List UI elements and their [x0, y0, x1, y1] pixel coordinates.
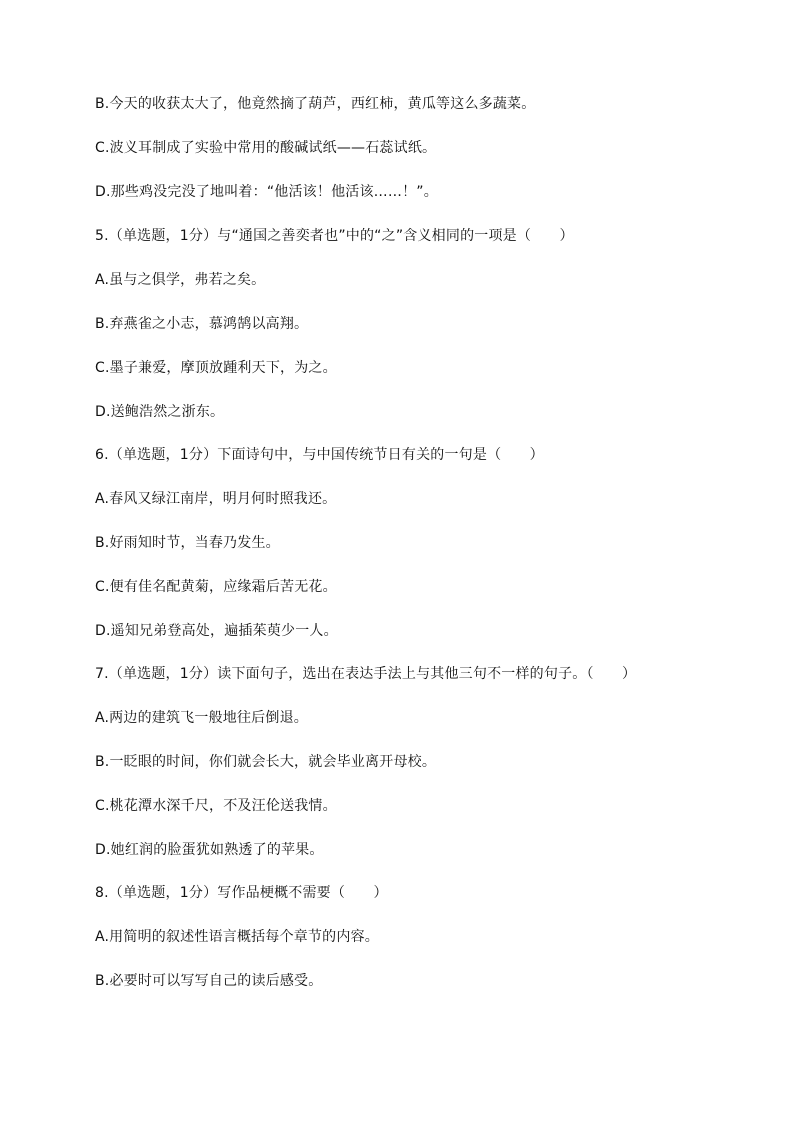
option-6d: D.遥知兄弟登高处，遍插茱萸少一人。: [95, 623, 338, 639]
option-7b: B.一眨眼的时间，你们就会长大，就会毕业离开母校。: [95, 754, 437, 770]
option-4d: D.那些鸡没完没了地叫着：“他活该！他活该……！”。: [95, 184, 438, 200]
question-7: 7.（单选题，1分）读下面句子，选出在表达手法上与其他三句不一样的句子。（ ）: [95, 666, 637, 682]
option-5b: B.弃燕雀之小志，慕鸿鹄以高翔。: [95, 316, 309, 332]
option-6b: B.好雨知时节，当春乃发生。: [95, 535, 280, 551]
option-4c: C.波义耳制成了实验中常用的酸碱试纸——石蕊试纸。: [95, 140, 437, 156]
option-7d: D.她红润的脸蛋犹如熟透了的苹果。: [95, 842, 324, 858]
option-6c: C.便有佳名配黄菊，应缘霜后苦无花。: [95, 579, 337, 595]
option-6a: A.春风又绿江南岸，明月何时照我还。: [95, 491, 337, 507]
option-8b: B.必要时可以写写自己的读后感受。: [95, 973, 323, 989]
option-7c: C.桃花潭水深千尺，不及汪伦送我情。: [95, 798, 337, 814]
option-5a: A.虽与之俱学，弗若之矣。: [95, 272, 266, 288]
question-6: 6.（单选题，1分）下面诗句中，与中国传统节日有关的一句是（ ）: [95, 447, 544, 463]
question-5: 5.（单选题，1分）与“通国之善奕者也”中的“之”含义相同的一项是（ ）: [95, 228, 574, 244]
option-7a: A.两边的建筑飞一般地往后倒退。: [95, 710, 308, 726]
option-5c: C.墨子兼爱，摩顶放踵利天下，为之。: [95, 360, 337, 376]
option-8a: A.用简明的叙述性语言概括每个章节的内容。: [95, 929, 379, 945]
option-5d: D.送鲍浩然之浙东。: [95, 404, 225, 420]
question-8: 8.（单选题，1分）写作品梗概不需要（ ）: [95, 885, 388, 901]
option-4b: B.今天的收获太大了，他竟然摘了葫芦，西红柿，黄瓜等这么多蔬菜。: [95, 96, 536, 112]
